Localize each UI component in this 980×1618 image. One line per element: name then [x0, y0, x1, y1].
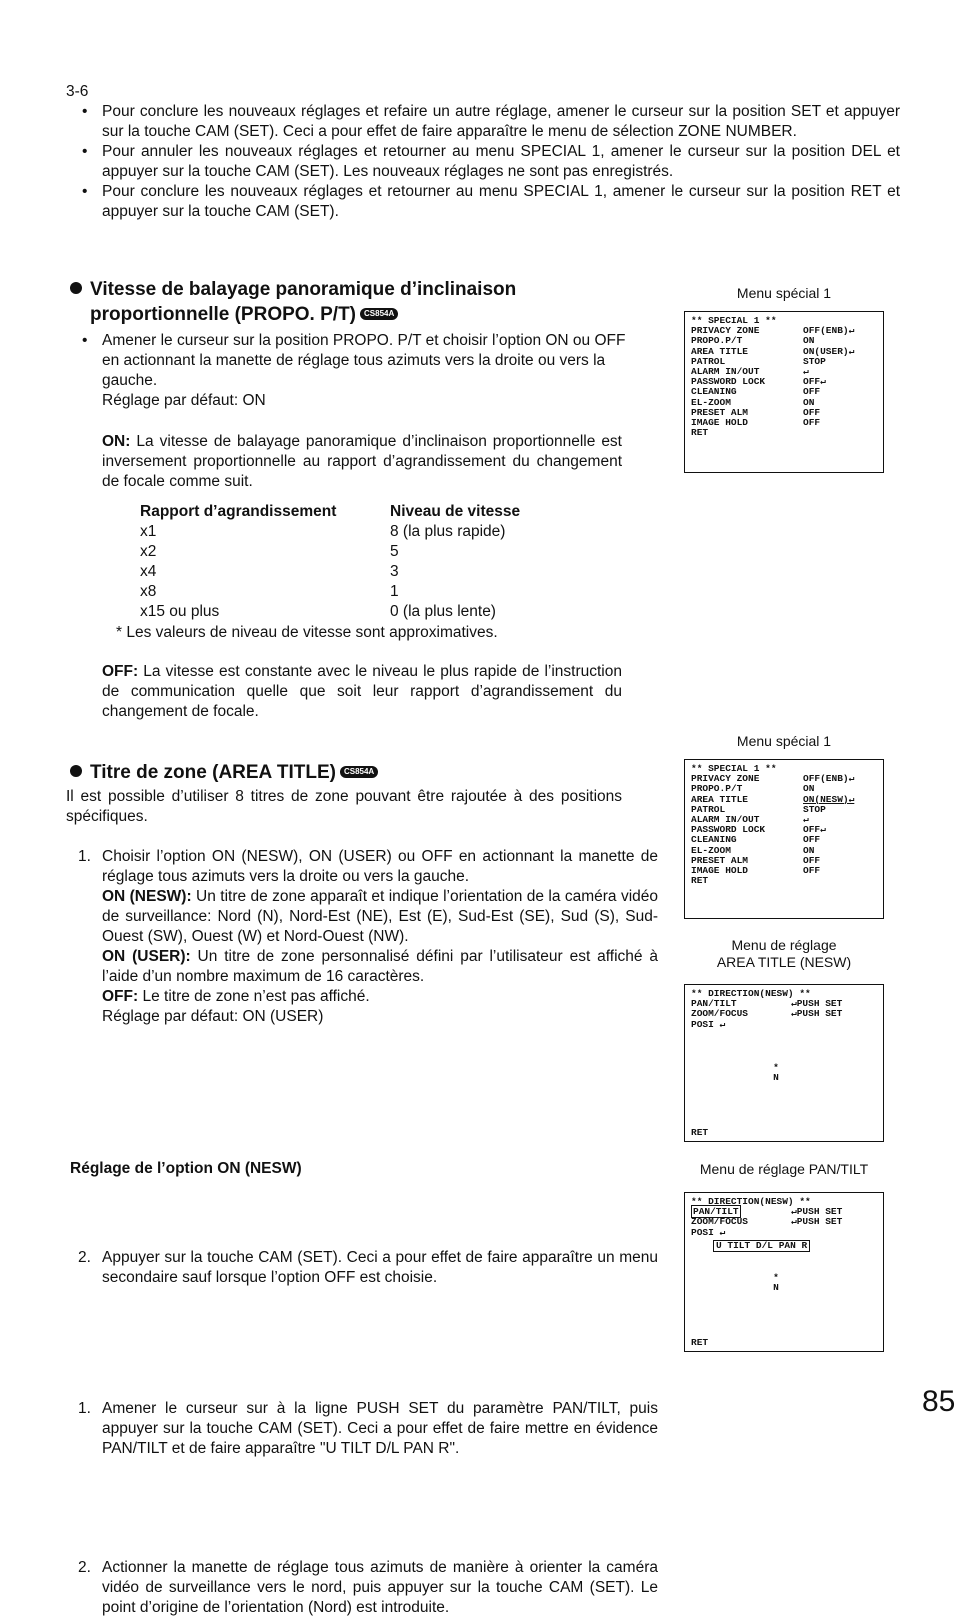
model-badge-icon: CS854A [360, 308, 398, 320]
menu-row: IMAGE HOLD OFF [691, 417, 821, 429]
page-reference: 3-6 [66, 83, 89, 100]
menu-row: POSI ↵ [691, 1018, 726, 1030]
menu-row: RET [691, 427, 709, 439]
section-heading-propo: Vitesse de balayage panoramique d’inclinaison proportionnelle (PROPO. P/T) CS854A [70, 277, 630, 327]
menu-row: PAN/TILT ↵PUSH SET [691, 998, 843, 1010]
direction-indicator: * N [773, 1272, 779, 1294]
menu-row: PAN/TILT ↵PUSH SET [693, 1206, 843, 1218]
area-title-intro: Il est possible d’utiliser 8 titres de zone pouvant être rajoutée à des positions spécifiques. [66, 788, 622, 825]
menu-row: CLEANING OFF [691, 386, 821, 398]
table-row: x8 1 [140, 583, 399, 600]
pan-tilt-menu-screen [684, 1192, 884, 1352]
area-title-step-2: 2. Appuyer sur la touche CAM (SET). Ceci a pour effet de faire apparaître un menu secondaire sauf lorsque l’option OFF est choisie. [78, 1249, 658, 1286]
table-row: x2 5 [140, 543, 399, 560]
direction-menu-screen [684, 984, 884, 1142]
table-row: x4 3 [140, 563, 399, 580]
menu-row: RET [691, 875, 709, 887]
off-description: OFF: Le titre de zone n’est pas affiché. [102, 988, 370, 1005]
speed-table [140, 502, 520, 622]
intro-bullet: • Pour annuler les nouveaux réglages et retourner au menu SPECIAL 1, amener le curseur sur la position DEL et appuyer sur la touche CAM (SET). Les nouveaux réglages ne sont pas enregistrés. [66, 142, 900, 182]
propo-default: Réglage par défaut: ON [102, 392, 266, 409]
menu-row: PRESET ALM OFF [691, 854, 821, 866]
nesw-step-1: 1. Amener le curseur sur à la ligne PUSH SET du paramètre PAN/TILT, puis appuyer sur la touche CAM (SET). Ceci a pour effet de faire mettre en évidence PAN/TILT et de faire apparaître "U TILT D/L PAN R". [78, 1400, 658, 1457]
speed-note: * Les valeurs de niveau de vitesse sont approximatives. [116, 624, 498, 641]
menu-title: ** DIRECTION(NESW) ** [691, 988, 811, 999]
bullet-dot-icon [70, 282, 82, 294]
on-label: ON: [102, 433, 131, 450]
menu-row: ALARM IN/OUT ↵ [691, 814, 809, 826]
menu-row: PRESET ALM OFF [691, 406, 821, 418]
menu-row: POSI ↵ [691, 1226, 726, 1238]
menu-row: PROPO.P/T ON [691, 335, 815, 347]
propo-on-description: ON: La vitesse de balayage panoramique d’inclinaison proportionnelle est inversement proportionnelle au rapport d’agrandissement du changement de focale comme suit. [102, 433, 622, 490]
section-heading-area-title: Titre de zone (AREA TITLE) CS854A [70, 760, 630, 785]
menu-row: ALARM IN/OUT ↵ [691, 366, 809, 378]
bullet-dot-icon [70, 765, 82, 777]
menu-row: CLEANING OFF [691, 834, 821, 846]
intro-bullet-list [66, 102, 900, 222]
menu-row: PRIVACY ZONE OFF(ENB)↵ [691, 773, 855, 785]
menu-ret: RET [691, 1336, 709, 1348]
direction-indicator: * N [773, 1062, 779, 1084]
page-number: 85 [922, 1385, 956, 1418]
menu-row: IMAGE HOLD OFF [691, 865, 821, 877]
nesw-description: ON (NESW): Un titre de zone apparaît et indique l’orientation de la caméra vidéo de surveillance: Nord (N), Nord-Est (NE), Est (E), Sud-Est (SE), Sud (S), Sud-Ouest (SW), Ouest (W) et Nord-Ouest (NW). [102, 888, 659, 945]
intro-bullet: • Pour conclure les nouveaux réglages et refaire un autre réglage, amener le curseur sur la position SET et appuyer sur la touche CAM (SET). Ceci a pour effet de faire apparaître le menu de sélection ZONE NUMBER. [66, 102, 900, 142]
area-title-default: Réglage par défaut: ON (USER) [102, 1008, 324, 1025]
menu-title: ** SPECIAL 1 ** [691, 763, 777, 774]
menu-title: ** SPECIAL 1 ** [691, 315, 777, 326]
menu-caption: Menu spécial 1 [736, 285, 832, 301]
propo-instructions [66, 331, 626, 391]
menu-row: ZOOM/FOCUS ↵PUSH SET [691, 1216, 843, 1228]
menu-row: PROPO.P/T ON [691, 783, 815, 795]
menu-row: PASSWORD LOCK OFF↵ [691, 824, 826, 836]
menu-ret: RET [691, 1126, 709, 1138]
special-menu-screen [684, 759, 884, 919]
pan-tilt-prompt: U TILT D/L PAN R [691, 1240, 877, 1252]
nesw-step-2: 2. Actionner la manette de réglage tous azimuts de manière à orienter la caméra vidéo de surveillance vers le nord, puis appuyer sur la touche CAM (SET). Le point d’origine de l’orientation (Nord) est introduite. [78, 1559, 658, 1616]
table-header: Rapport d’agrandissement [140, 503, 337, 520]
off-label: OFF: [102, 663, 139, 680]
table-row: x1 8 (la plus rapide) [140, 523, 506, 540]
special-menu-screen [684, 311, 884, 473]
user-description: ON (USER): Un titre de zone personnalisé défini par l’utilisateur est affiché à l’aide d’un nombre maximum de 16 caractères. [102, 948, 658, 985]
menu-row: AREA TITLE ON(USER)↵ [691, 345, 855, 357]
menu-row: PASSWORD LOCK OFF↵ [691, 376, 826, 388]
intro-bullet: • Pour conclure les nouveaux réglages et retourner au menu SPECIAL 1, amener le curseur sur la position RET et appuyer sur la touche CAM (SET). [66, 182, 900, 222]
nesw-subheading: Réglage de l’option ON (NESW) [70, 1160, 302, 1177]
menu-row: ZOOM/FOCUS ↵PUSH SET [691, 1008, 843, 1020]
menu-row: PRIVACY ZONE OFF(ENB)↵ [691, 325, 855, 337]
area-title-step-1: 1. Choisir l’option ON (NESW), ON (USER) ou OFF en actionnant la manette de réglage tous azimuts vers la droite ou vers la gauche. ON (NESW): Un titre de zone apparaît et indique l’orientation de la caméra vidéo de surveillance: Nord (N), Nord-Est (NE), Est (E), Sud-Est (SE), Sud (S), Sud-Ouest (SW), Ouest (W) et Nord-Ouest (NW). ON (USER): Un titre de zone personnalisé défini par l’utilisateur est affiché à l’aide d’un nombre maximum de 16 caractères. OFF: Le titre de zone n’est pas affiché. Réglage par défaut: ON (USER) [78, 848, 659, 1025]
menu-title: ** DIRECTION(NESW) ** [691, 1196, 811, 1207]
menu-caption: Menu spécial 1 [736, 733, 832, 749]
menu-row: EL-ZOOM ON [691, 844, 815, 856]
menu-caption: Menu de réglage PAN/TILT [699, 1161, 869, 1177]
menu-row: PATROL STOP [691, 803, 826, 815]
propo-off-description: OFF: La vitesse est constante avec le niveau le plus rapide de l’instruction de communication quelle que soit leur rapport d’agrandissement du changement de focale. [102, 663, 622, 720]
menu-row: EL-ZOOM ON [691, 396, 815, 408]
menu-row: PATROL STOP [691, 355, 826, 367]
table-row: x15 ou plus 0 (la plus lente) [140, 603, 496, 620]
propo-bullet: • Amener le curseur sur la position PROPO. P/T et choisir l’option ON ou OFF en actionnant la manette de réglage tous azimuts vers la droite ou vers la gauche. [66, 331, 626, 391]
table-header: Niveau de vitesse [390, 503, 521, 520]
menu-row: AREA TITLE ON(NESW)↵ [691, 793, 855, 805]
menu-caption: Menu de réglage AREA TITLE (NESW) [716, 937, 852, 970]
model-badge-icon: CS854A [340, 766, 378, 778]
